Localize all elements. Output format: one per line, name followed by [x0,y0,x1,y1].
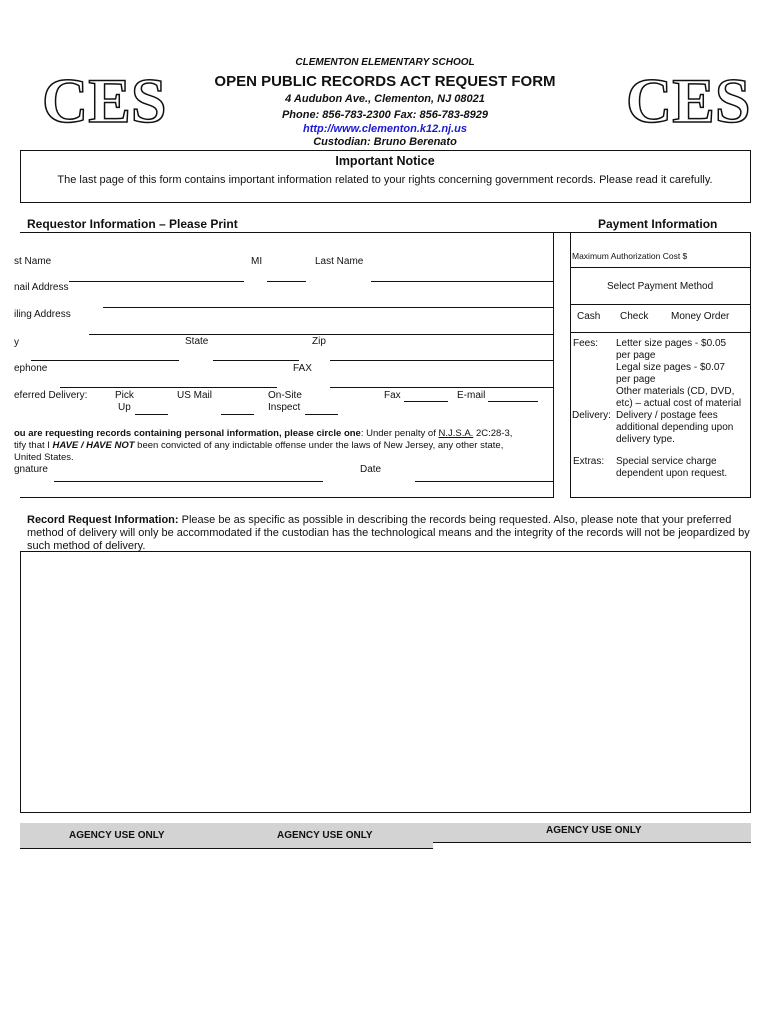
state-label: State [185,336,209,347]
section-divider [20,232,751,233]
agency-line-right [433,842,751,843]
form-title: OPEN PUBLIC RECORDS ACT REQUEST FORM [214,73,556,90]
payment-method-divider [571,304,750,305]
school-website-link[interactable]: http://www.clementon.k12.nj.us [302,123,467,135]
telephone-label: ephone [14,363,48,374]
delivery-fee-label: Delivery: [572,410,611,421]
mi-field[interactable] [267,281,306,282]
signature-field[interactable] [54,481,323,482]
requestor-box-right [553,232,554,498]
record-request-textarea[interactable] [20,551,751,813]
mailing-address-field[interactable] [89,334,553,335]
zip-field[interactable] [330,360,553,361]
have-have-not-choice[interactable]: HAVE / HAVE NOT [52,440,135,451]
fax-field[interactable] [330,387,553,388]
max-cost-field[interactable] [571,267,750,268]
email-option[interactable] [488,401,538,402]
check-option[interactable]: Check [620,311,649,322]
requestor-box-bottom [20,497,554,498]
notice-title: Important Notice [335,154,435,168]
payment-box-right [750,232,751,498]
signature-label: gnature [14,464,48,475]
mi-label: MI [251,256,263,267]
personal-info-statement: ou are requesting records containing personal information, please circle one: Under penalty of N.J.S.A. 2C:28-3, [14,428,513,439]
agency-line-left [20,848,433,849]
delivery-fee-list: Delivery / postage fees additional depending upon delivery type. [616,410,734,445]
first-name-label: st Name [14,256,52,267]
agency-use-col3: AGENCY USE ONLY [546,825,642,836]
email-field[interactable] [103,307,553,308]
extras-list: Special service charge dependent upon request. [616,456,728,479]
certification-statement: tify that I HAVE / HAVE NOT been convicted of any indictable offense under the laws of New Jersey, any other state, [14,440,504,451]
pick-up-option[interactable] [135,414,168,415]
pick-up-label: Pick [115,390,134,401]
svg-text:CES: CES [42,65,167,136]
payment-box-bottom [570,497,751,498]
zip-label: Zip [312,336,326,347]
first-name-field[interactable] [69,281,244,282]
fax-label: FAX [293,363,312,374]
money-order-option[interactable]: Money Order [671,311,730,322]
custodian-name: Custodian: Bruno Berenato [313,136,457,148]
fees-label: Fees: [573,338,599,349]
payment-heading: Payment Information [598,217,718,231]
max-cost-label: Maximum Authorization Cost $ [572,251,688,261]
city-field[interactable] [31,360,179,361]
on-site-option[interactable] [305,414,338,415]
record-request-instructions: Record Request Information: Please be as specific as possible in describing the records being requested. Also, please note that your preferred method of delivery will only be accommodated if the custodian has the technological means and the integrity of the records will not be jeopardized by such method of delivery. [27,514,750,552]
email-option-label: E-mail [457,390,486,401]
school-address: 4 Audubon Ave., Clementon, NJ 08021 [285,93,485,105]
date-label: Date [360,464,382,475]
cash-option[interactable]: Cash [577,311,601,322]
us-mail-label: US Mail [177,390,213,401]
mailing-address-label: iling Address [14,309,71,320]
school-name: CLEMENTON ELEMENTARY SCHOOL [295,57,475,68]
payment-fees-divider [571,332,750,333]
state-field[interactable] [213,360,299,361]
us-mail-option[interactable] [221,414,254,415]
city-label: y [14,337,19,348]
extras-label: Extras: [573,456,605,467]
preferred-delivery-label: eferred Delivery: [14,390,88,401]
school-phone: Phone: 856-783-2300 Fax: 856-783-8929 [281,109,489,121]
select-payment-label: Select Payment Method [607,281,714,292]
last-name-field[interactable] [371,281,553,282]
agency-use-col2: AGENCY USE ONLY [277,830,373,841]
fees-list: Letter size pages - $0.05 per page Legal size pages - $0.07 per page Other materials (CD, DVD, etc) – actual cost of material [616,338,742,409]
inspect-label: Inspect [268,402,301,413]
telephone-field[interactable] [60,387,277,388]
notice-text: The last page of this form contains important information related to your rights concerning government records. Please read it carefully. [57,174,713,186]
fax-option[interactable] [404,401,448,402]
email-label: nail Address [14,282,69,293]
on-site-label: On-Site [268,390,302,401]
united-states-text: United States. [14,452,74,463]
requestor-heading: Requestor Information – Please Print [27,217,238,231]
svg-text:CES: CES [626,65,751,136]
payment-box-left [570,232,571,498]
fax-option-label: Fax [384,390,401,401]
agency-use-col1: AGENCY USE ONLY [69,830,165,841]
pick-up-label-2: Up [118,402,131,413]
date-field[interactable] [415,481,553,482]
last-name-label: Last Name [315,256,364,267]
